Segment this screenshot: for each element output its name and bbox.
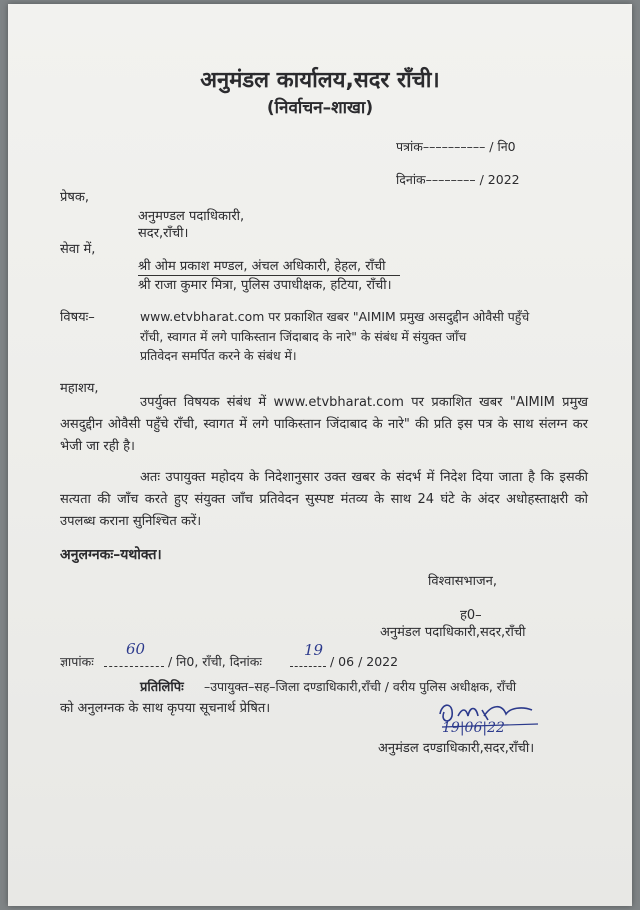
section-title: (निर्वाचन–शाखा) — [266, 98, 374, 118]
sender-line-2: सदर,राँची। — [138, 226, 189, 241]
recipient-line-2: श्री राजा कुमार मित्रा, पुलिस उपाधीक्षक, हटिया, राँची। — [138, 278, 392, 293]
memo-label: ज्ञापांकः — [60, 654, 94, 669]
sender-label: प्रेषक, — [60, 190, 90, 205]
signature-date-handwritten: 19|06|22 — [442, 720, 505, 736]
memo-date-tail: / 06 / 2022 — [330, 654, 399, 669]
memo-date-blank — [290, 666, 326, 667]
recipient-line-1: श्री ओम प्रकाश मण्डल, अंचल अधिकारी, हेहल, राँची — [138, 259, 386, 274]
recipient-underline — [138, 275, 400, 276]
closing-yours: विश्वासभाजन, — [428, 574, 498, 589]
body-paragraph-2: अतः उपायुक्त महोदय के निदेशानुसार उक्त खबर के संदर्भ में निदेश दिया जाता है कि इसकी सत्यता की जाँच करते हुए संयुक्त जाँच प्रतिवेदन सुस्पष्ट मंतव्य के साथ 24 घंटे के अंदर अधोहस्ताक्षरी को उपलब्ध कराना सुनिश्चित करें। — [60, 470, 588, 529]
body-paragraph-1: उपर्युक्त विषयक संबंध में www.etvbharat.com पर प्रकाशित खबर "AIMIM प्रमुख असदुद्दीन ओवैसी पहुँचे राँची, स्वागत में लगे पाकिस्तान जिंदाबाद के नारे" की प्रति इस पत्र के साथ संलग्न कर भेजी जा रही है। — [60, 395, 588, 454]
closing-sd: ह0– — [460, 608, 482, 623]
memo-number-handwritten: 60 — [126, 640, 146, 658]
sender-line-1: अनुमण्डल पदाधिकारी, — [138, 209, 245, 224]
memo-place-date-label: / नि0, राँची, दिनांकः — [168, 654, 262, 669]
office-title: अनुमंडल कार्यालय,सदर राँची। — [200, 68, 440, 93]
memo-number-blank — [104, 666, 164, 667]
recipients-label: सेवा में, — [60, 242, 96, 257]
copy-line-2: को अनुलग्नक के साथ कृपया सूचनार्थ प्रेषित। — [60, 701, 271, 716]
subject-line-2: राँची, स्वागत में लगे पाकिस्तान जिंदाबाद के नारे" के संबंध में संयुक्त जाँच — [140, 329, 467, 344]
reference-date: दिनांक–––––––– / 2022 — [396, 172, 520, 187]
copy-label: प्रतिलिपिः — [140, 680, 184, 695]
copy-line-1: –उपायुक्त–सह–जिला दण्डाधिकारी,राँची / वरीय पुलिस अधीक्षक, राँची — [204, 679, 517, 694]
subject-line-1: www.etvbharat.com पर प्रकाशित खबर "AIMIM प्रमुख असदुद्दीन ओवैसी पहुँचे — [140, 309, 530, 324]
subject-line-3: प्रतिवेदन समर्पित करने के संबंध में। — [140, 348, 297, 363]
subject-label: विषयः– — [60, 310, 95, 325]
closing-designation: अनुमंडल पदाधिकारी,सदर,राँची — [380, 625, 526, 640]
signatory-designation: अनुमंडल दण्डाधिकारी,सदर,राँची। — [378, 741, 535, 756]
letter-page — [8, 4, 632, 906]
salutation: महाशय, — [60, 381, 99, 396]
enclosure-note: अनुलग्नकः–यथोक्त। — [60, 547, 162, 563]
memo-date-handwritten: 19 — [304, 641, 324, 659]
reference-number: पत्रांक–––––––––– / नि0 — [396, 139, 516, 154]
